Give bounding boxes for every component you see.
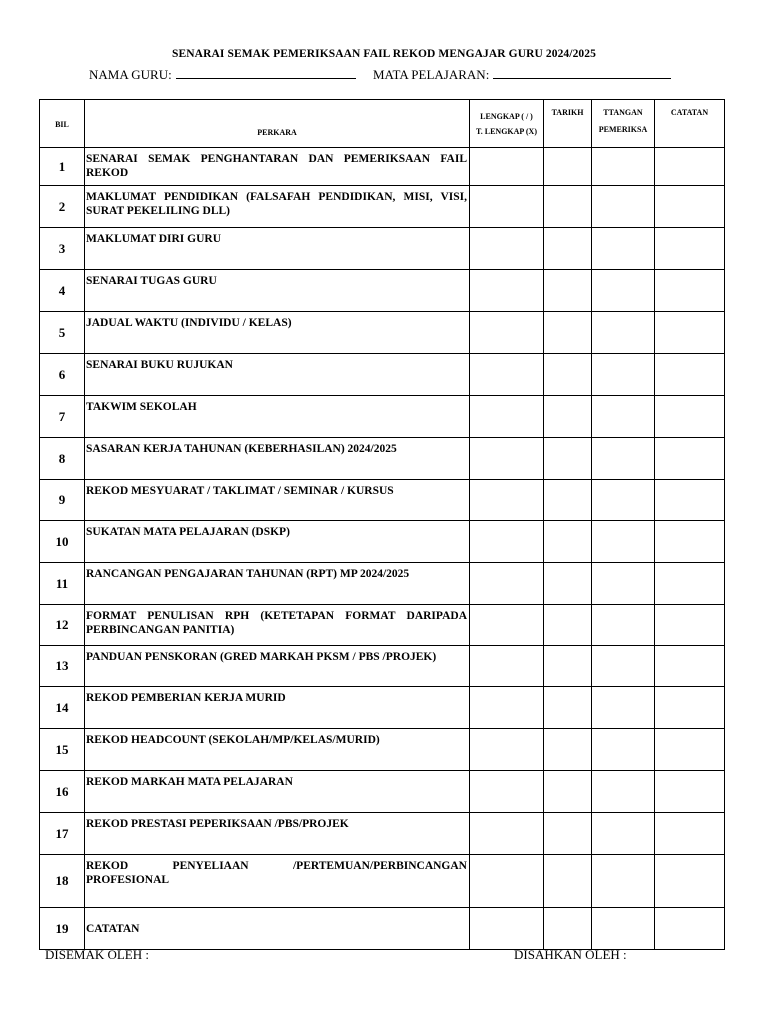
cell-catatan[interactable]: [655, 438, 725, 480]
cell-lengkap[interactable]: [470, 908, 544, 950]
cell-ttangan[interactable]: [592, 438, 655, 480]
cell-lengkap[interactable]: [470, 148, 544, 186]
row-perkara: CATATAN: [85, 908, 470, 950]
row-number: 3: [40, 228, 85, 270]
row-number: 10: [40, 521, 85, 563]
cell-tarikh[interactable]: [544, 480, 592, 521]
cell-catatan[interactable]: [655, 270, 725, 312]
mata-pelajaran-blank[interactable]: [493, 66, 671, 79]
row-perkara: REKOD HEADCOUNT (SEKOLAH/MP/KELAS/MURID): [85, 729, 470, 771]
cell-ttangan[interactable]: [592, 646, 655, 687]
cell-tarikh[interactable]: [544, 270, 592, 312]
cell-lengkap[interactable]: [470, 354, 544, 396]
row-number: 12: [40, 605, 85, 646]
row-perkara: REKOD MARKAH MATA PELAJARAN: [85, 771, 470, 813]
document-title: SENARAI SEMAK PEMERIKSAAN FAIL REKOD MENGAJAR GURU 2024/2025: [172, 48, 596, 60]
cell-lengkap[interactable]: [470, 438, 544, 480]
cell-catatan[interactable]: [655, 521, 725, 563]
cell-catatan[interactable]: [655, 646, 725, 687]
row-number: 5: [40, 312, 85, 354]
cell-catatan[interactable]: [655, 687, 725, 729]
header-ttangan-line1: TTANGAN: [603, 108, 643, 117]
row-number: 11: [40, 563, 85, 605]
cell-tarikh[interactable]: [544, 729, 592, 771]
cell-lengkap[interactable]: [470, 396, 544, 438]
cell-ttangan[interactable]: [592, 270, 655, 312]
table-row: [40, 605, 725, 646]
header-ttangan-line2: PEMERIKSA: [598, 125, 648, 134]
cell-ttangan[interactable]: [592, 186, 655, 228]
row-number: 18: [40, 855, 85, 908]
cell-tarikh[interactable]: [544, 646, 592, 687]
table-row: [40, 646, 725, 687]
cell-lengkap[interactable]: [470, 312, 544, 354]
table-row: [40, 908, 725, 950]
cell-ttangan[interactable]: [592, 148, 655, 186]
cell-catatan[interactable]: [655, 480, 725, 521]
row-number: 4: [40, 270, 85, 312]
cell-tarikh[interactable]: [544, 813, 592, 855]
cell-lengkap[interactable]: [470, 563, 544, 605]
header-ttangan: [592, 100, 655, 148]
cell-lengkap[interactable]: [470, 228, 544, 270]
cell-catatan[interactable]: [655, 729, 725, 771]
cell-ttangan[interactable]: [592, 729, 655, 771]
row-number: 15: [40, 729, 85, 771]
row-perkara: JADUAL WAKTU (INDIVIDU / KELAS): [85, 312, 470, 354]
cell-tarikh[interactable]: [544, 605, 592, 646]
table-row: [40, 855, 725, 908]
header-lengkap-line1: LENGKAP ( / ): [480, 111, 533, 121]
cell-ttangan[interactable]: [592, 354, 655, 396]
cell-lengkap[interactable]: [470, 480, 544, 521]
table-row: [40, 228, 725, 270]
cell-ttangan[interactable]: [592, 855, 655, 908]
cell-catatan[interactable]: [655, 186, 725, 228]
cell-ttangan[interactable]: [592, 228, 655, 270]
row-number: 7: [40, 396, 85, 438]
checklist-table: [39, 99, 725, 950]
cell-tarikh[interactable]: [544, 908, 592, 950]
cell-lengkap[interactable]: [470, 521, 544, 563]
row-perkara: REKOD PEMBERIAN KERJA MURID: [85, 687, 470, 729]
cell-lengkap[interactable]: [470, 729, 544, 771]
row-number: 9: [40, 480, 85, 521]
table-row: [40, 729, 725, 771]
header-perkara: PERKARA: [85, 100, 470, 148]
nama-guru-blank[interactable]: [176, 66, 356, 79]
header-lengkap: [470, 100, 544, 148]
cell-tarikh[interactable]: [544, 687, 592, 729]
cell-tarikh[interactable]: [544, 563, 592, 605]
cell-lengkap[interactable]: [470, 771, 544, 813]
cell-ttangan[interactable]: [592, 771, 655, 813]
cell-ttangan[interactable]: [592, 563, 655, 605]
cell-lengkap[interactable]: [470, 855, 544, 908]
cell-catatan[interactable]: [655, 813, 725, 855]
table-row: [40, 480, 725, 521]
table-row: [40, 687, 725, 729]
cell-lengkap[interactable]: [470, 186, 544, 228]
nama-guru-label: NAMA GURU:: [89, 67, 172, 82]
cell-catatan[interactable]: [655, 148, 725, 186]
row-number: 2: [40, 186, 85, 228]
cell-catatan[interactable]: [655, 396, 725, 438]
row-perkara: TAKWIM SEKOLAH: [85, 396, 470, 438]
cell-catatan[interactable]: [655, 312, 725, 354]
cell-lengkap[interactable]: [470, 270, 544, 312]
table-row: [40, 312, 725, 354]
cell-tarikh[interactable]: [544, 855, 592, 908]
row-perkara: SENARAI TUGAS GURU: [85, 270, 470, 312]
cell-lengkap[interactable]: [470, 687, 544, 729]
cell-tarikh[interactable]: [544, 438, 592, 480]
header-row: [40, 100, 725, 148]
cell-lengkap[interactable]: [470, 646, 544, 687]
row-perkara: SENARAI BUKU RUJUKAN: [85, 354, 470, 396]
cell-tarikh[interactable]: [544, 148, 592, 186]
row-perkara: SUKATAN MATA PELAJARAN (DSKP): [85, 521, 470, 563]
table-row: [40, 270, 725, 312]
row-perkara: RANCANGAN PENGAJARAN TAHUNAN (RPT) MP 2024/2025: [85, 563, 470, 605]
row-perkara: MAKLUMAT DIRI GURU: [85, 228, 470, 270]
table-row: [40, 396, 725, 438]
cell-lengkap[interactable]: [470, 605, 544, 646]
row-perkara: FORMAT PENULISAN RPH (KETETAPAN FORMAT DARIPADA PERBINCANGAN PANITIA): [85, 605, 470, 646]
disemak-oleh-label: DISEMAK OLEH :: [45, 947, 149, 962]
row-perkara: REKOD PENYELIAAN /PERTEMUAN/PERBINCANGAN PROFESIONAL: [85, 855, 470, 908]
cell-catatan[interactable]: [655, 563, 725, 605]
cell-ttangan[interactable]: [592, 908, 655, 950]
cell-tarikh[interactable]: [544, 396, 592, 438]
row-number: 17: [40, 813, 85, 855]
row-number: 13: [40, 646, 85, 687]
teacher-subject-fields: [89, 66, 671, 83]
cell-catatan[interactable]: [655, 908, 725, 950]
header-tarikh: TARIKH: [544, 100, 592, 148]
row-perkara: SENARAI SEMAK PENGHANTARAN DAN PEMERIKSAAN FAIL REKOD: [85, 148, 470, 186]
disahkan-oleh-label: DISAHKAN OLEH :: [514, 947, 627, 962]
row-number: 8: [40, 438, 85, 480]
cell-ttangan[interactable]: [592, 396, 655, 438]
cell-tarikh[interactable]: [544, 228, 592, 270]
cell-catatan[interactable]: [655, 855, 725, 908]
cell-tarikh[interactable]: [544, 354, 592, 396]
cell-catatan[interactable]: [655, 354, 725, 396]
table-row: [40, 186, 725, 228]
row-number: 19: [40, 908, 85, 950]
cell-tarikh[interactable]: [544, 186, 592, 228]
row-number: 16: [40, 771, 85, 813]
cell-ttangan[interactable]: [592, 687, 655, 729]
header-lengkap-line2: T. LENGKAP (X): [476, 126, 537, 136]
row-perkara: PANDUAN PENSKORAN (GRED MARKAH PKSM / PBS /PROJEK): [85, 646, 470, 687]
table-row: [40, 563, 725, 605]
row-number: 6: [40, 354, 85, 396]
row-perkara: SASARAN KERJA TAHUNAN (KEBERHASILAN) 2024/2025: [85, 438, 470, 480]
cell-ttangan[interactable]: [592, 521, 655, 563]
cell-ttangan[interactable]: [592, 813, 655, 855]
cell-catatan[interactable]: [655, 771, 725, 813]
table-row: [40, 354, 725, 396]
table-row: [40, 521, 725, 563]
row-perkara: REKOD PRESTASI PEPERIKSAAN /PBS/PROJEK: [85, 813, 470, 855]
cell-tarikh[interactable]: [544, 771, 592, 813]
table-row: [40, 148, 725, 186]
table-row: [40, 771, 725, 813]
cell-catatan[interactable]: [655, 605, 725, 646]
cell-tarikh[interactable]: [544, 521, 592, 563]
cell-tarikh[interactable]: [544, 312, 592, 354]
header-bil: BIL: [40, 100, 85, 148]
row-number: 1: [40, 148, 85, 186]
row-number: 14: [40, 687, 85, 729]
row-perkara: REKOD MESYUARAT / TAKLIMAT / SEMINAR / KURSUS: [85, 480, 470, 521]
table-row: [40, 813, 725, 855]
mata-pelajaran-label: MATA PELAJARAN:: [372, 67, 490, 82]
row-perkara: MAKLUMAT PENDIDIKAN (FALSAFAH PENDIDIKAN, MISI, VISI, SURAT PEKELILING DLL): [85, 186, 470, 228]
cell-ttangan[interactable]: [592, 312, 655, 354]
cell-ttangan[interactable]: [592, 480, 655, 521]
table-row: [40, 438, 725, 480]
cell-catatan[interactable]: [655, 228, 725, 270]
cell-lengkap[interactable]: [470, 813, 544, 855]
header-catatan: CATATAN: [655, 100, 725, 148]
cell-ttangan[interactable]: [592, 605, 655, 646]
